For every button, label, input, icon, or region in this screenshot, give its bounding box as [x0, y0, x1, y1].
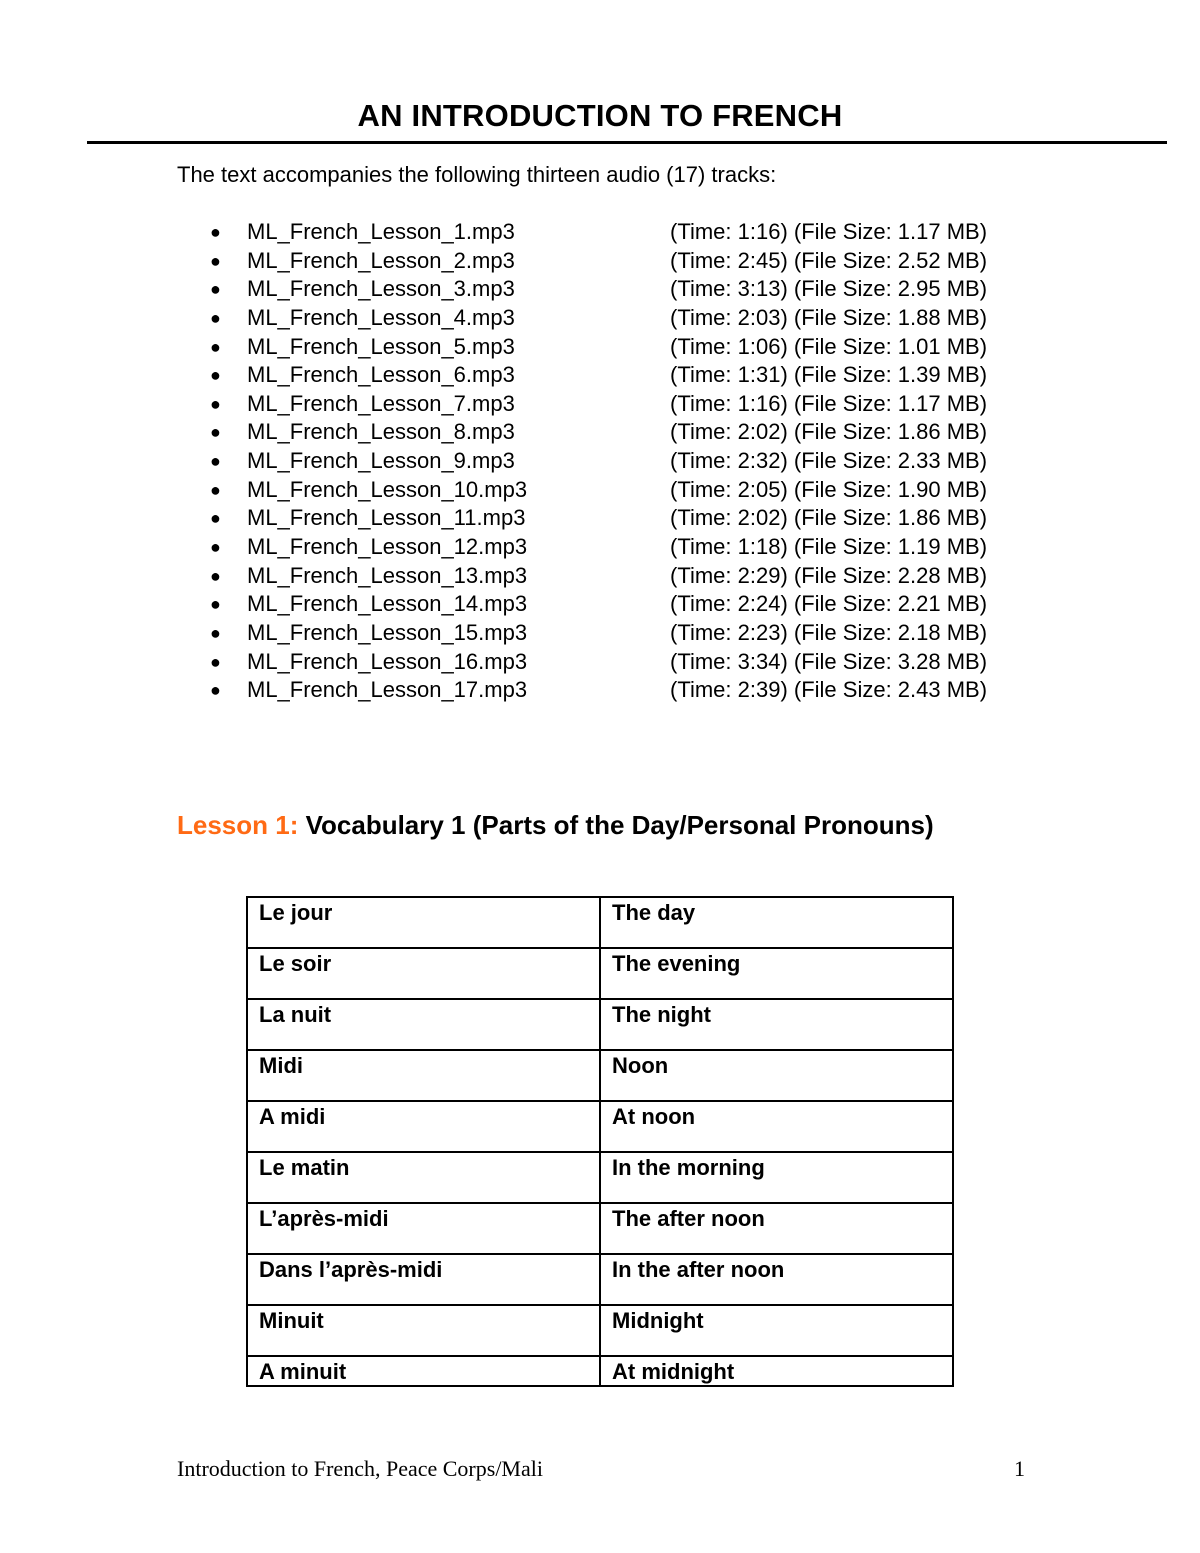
english-cell: Midnight	[600, 1305, 953, 1356]
track-file: ML_French_Lesson_17.mp3	[247, 677, 528, 703]
track-info: (Time: 2:24) (File Size: 2.21 MB)	[670, 591, 988, 617]
bullet-icon: ●	[210, 594, 221, 615]
table-row	[247, 1152, 953, 1203]
english-cell: The after noon	[600, 1203, 953, 1254]
english-cell: At noon	[600, 1101, 953, 1152]
french-cell: A minuit	[247, 1356, 600, 1386]
bullet-icon: ●	[210, 479, 221, 500]
english-cell: The evening	[600, 948, 953, 999]
track-info: (Time: 2:02) (File Size: 1.86 MB)	[670, 419, 988, 445]
english-cell: In the morning	[600, 1152, 953, 1203]
track-file: ML_French_Lesson_14.mp3	[247, 591, 528, 617]
track-info: (Time: 1:31) (File Size: 1.39 MB)	[670, 362, 988, 388]
track-file: ML_French_Lesson_16.mp3	[247, 648, 528, 674]
french-cell: Le matin	[247, 1152, 600, 1203]
page-number: 1	[1014, 1456, 1025, 1481]
table-row	[247, 999, 953, 1050]
english-cell: Noon	[600, 1050, 953, 1101]
track-info: (Time: 1:16) (File Size: 1.17 MB)	[670, 390, 988, 416]
french-cell: Le jour	[247, 897, 600, 948]
vocab-table	[246, 896, 954, 1387]
track-info: (Time: 3:34) (File Size: 3.28 MB)	[670, 648, 988, 674]
table-row	[247, 1050, 953, 1101]
bullet-icon: ●	[210, 680, 221, 701]
lesson-title: Vocabulary 1 (Parts of the Day/Personal Pronouns)	[298, 810, 934, 840]
bullet-icon: ●	[210, 565, 221, 586]
track-file: ML_French_Lesson_6.mp3	[247, 362, 515, 388]
table-row	[247, 948, 953, 999]
track-info: (Time: 1:16) (File Size: 1.17 MB)	[670, 219, 988, 244]
track-file: ML_French_Lesson_3.mp3	[247, 276, 515, 302]
intro-text: The text accompanies the following thirteen audio (17) tracks:	[177, 162, 777, 187]
bullet-icon: ●	[210, 508, 221, 529]
french-cell: L’après-midi	[247, 1203, 600, 1254]
english-cell: In the after noon	[600, 1254, 953, 1305]
bullet-icon: ●	[210, 422, 221, 443]
bullet-icon: ●	[210, 336, 221, 357]
french-cell: A midi	[247, 1101, 600, 1152]
title-rule	[87, 141, 1167, 144]
track-info: (Time: 3:13) (File Size: 2.95 MB)	[670, 276, 988, 302]
track-file: ML_French_Lesson_15.mp3	[247, 619, 528, 645]
track-file: ML_French_Lesson_8.mp3	[247, 419, 515, 445]
table-row	[247, 1305, 953, 1356]
track-file: ML_French_Lesson_11.mp3	[247, 505, 526, 531]
track-info: (Time: 2:29) (File Size: 2.28 MB)	[670, 562, 988, 588]
bullet-icon: ●	[210, 365, 221, 386]
bullet-icon: ●	[210, 250, 221, 271]
track-info: (Time: 2:32) (File Size: 2.33 MB)	[670, 448, 988, 474]
track-file: ML_French_Lesson_2.mp3	[247, 247, 515, 273]
bullet-icon: ●	[210, 622, 221, 643]
track-info: (Time: 1:06) (File Size: 1.01 MB)	[670, 333, 988, 359]
table-row	[247, 1254, 953, 1305]
page-title: AN INTRODUCTION TO FRENCH	[357, 98, 843, 133]
bullet-icon: ●	[210, 393, 221, 414]
english-cell: The day	[600, 897, 953, 948]
english-cell: At midnight	[600, 1356, 953, 1386]
bullet-icon: ●	[210, 279, 221, 300]
track-info: (Time: 2:39) (File Size: 2.43 MB)	[670, 677, 988, 703]
french-cell: Le soir	[247, 948, 600, 999]
table-row	[247, 1101, 953, 1152]
french-cell: Minuit	[247, 1305, 600, 1356]
table-row	[247, 1203, 953, 1254]
track-file: ML_French_Lesson_4.mp3	[247, 304, 515, 330]
english-cell: The night	[600, 999, 953, 1050]
track-info: (Time: 2:05) (File Size: 1.90 MB)	[670, 476, 988, 502]
bullet-icon: ●	[210, 307, 221, 328]
table-row	[247, 1356, 953, 1386]
bullet-icon: ●	[210, 651, 221, 672]
track-info: (Time: 2:45) (File Size: 2.52 MB)	[670, 247, 988, 273]
track-file: ML_French_Lesson_13.mp3	[247, 562, 528, 588]
french-cell: Midi	[247, 1050, 600, 1101]
track-file: ML_French_Lesson_12.mp3	[247, 534, 528, 560]
track-file: ML_French_Lesson_7.mp3	[247, 390, 515, 416]
track-file: ML_French_Lesson_1.mp3	[247, 219, 515, 244]
footer-text: Introduction to French, Peace Corps/Mali	[177, 1456, 543, 1481]
lesson-label: Lesson 1:	[177, 810, 299, 840]
bullet-icon: ●	[210, 537, 221, 558]
french-cell: La nuit	[247, 999, 600, 1050]
track-file: ML_French_Lesson_10.mp3	[247, 476, 528, 502]
track-info: (Time: 2:02) (File Size: 1.86 MB)	[670, 505, 988, 531]
track-info: (Time: 2:23) (File Size: 2.18 MB)	[670, 619, 988, 645]
table-row	[247, 897, 953, 948]
track-file: ML_French_Lesson_5.mp3	[247, 333, 515, 359]
track-info: (Time: 1:18) (File Size: 1.19 MB)	[670, 534, 988, 560]
track-info: (Time: 2:03) (File Size: 1.88 MB)	[670, 304, 988, 330]
lesson-heading	[177, 810, 934, 841]
track-file: ML_French_Lesson_9.mp3	[247, 448, 515, 474]
bullet-icon: ●	[210, 222, 221, 242]
bullet-icon: ●	[210, 451, 221, 472]
french-cell: Dans l’après-midi	[247, 1254, 600, 1305]
